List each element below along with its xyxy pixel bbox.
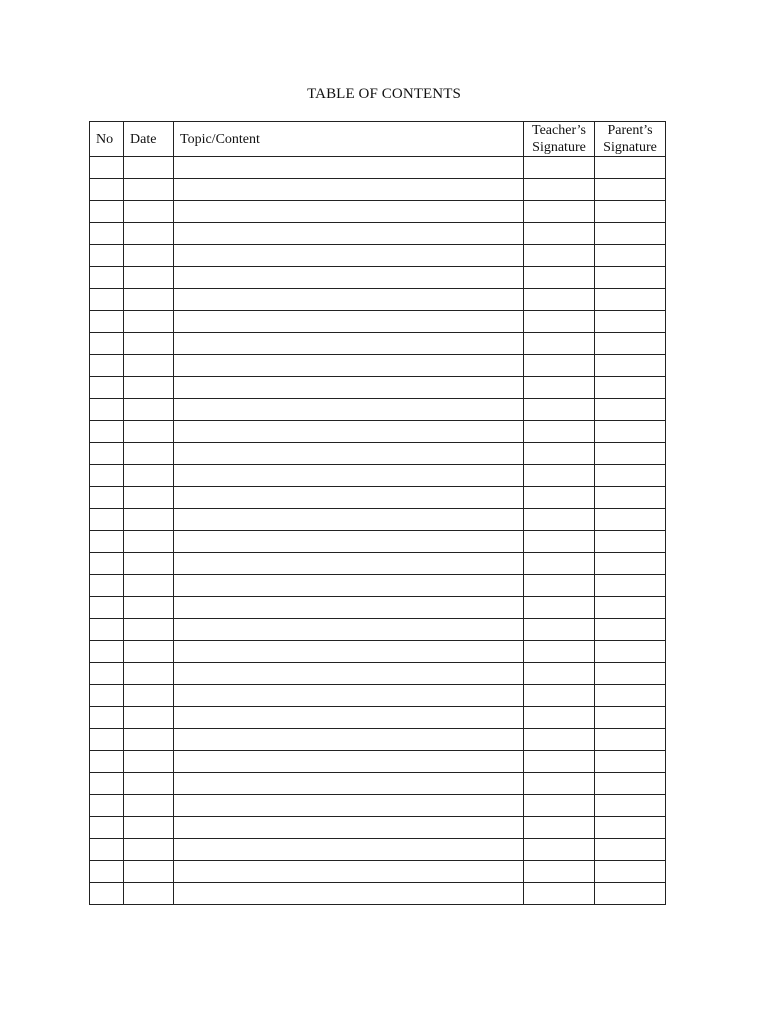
header-parent-signature bbox=[595, 122, 666, 157]
cell-date[interactable] bbox=[124, 575, 174, 597]
cell-teacher-signature[interactable] bbox=[524, 245, 595, 267]
cell-teacher-signature[interactable] bbox=[524, 685, 595, 707]
cell-no[interactable] bbox=[90, 641, 124, 663]
table-row bbox=[90, 795, 666, 817]
cell-teacher-signature[interactable] bbox=[524, 223, 595, 245]
cell-no[interactable] bbox=[90, 399, 124, 421]
cell-parent-signature[interactable] bbox=[595, 729, 666, 751]
cell-date[interactable] bbox=[124, 751, 174, 773]
cell-parent-signature[interactable] bbox=[595, 399, 666, 421]
cell-date[interactable] bbox=[124, 817, 174, 839]
cell-date[interactable] bbox=[124, 597, 174, 619]
cell-topic[interactable] bbox=[174, 531, 524, 553]
table-row bbox=[90, 289, 666, 311]
cell-no[interactable] bbox=[90, 179, 124, 201]
cell-teacher-signature[interactable] bbox=[524, 157, 595, 179]
table-body bbox=[90, 157, 666, 905]
table-row bbox=[90, 773, 666, 795]
cell-topic[interactable] bbox=[174, 817, 524, 839]
cell-date[interactable] bbox=[124, 619, 174, 641]
cell-topic[interactable] bbox=[174, 333, 524, 355]
cell-teacher-signature[interactable] bbox=[524, 883, 595, 905]
cell-date[interactable] bbox=[124, 201, 174, 223]
cell-date[interactable] bbox=[124, 641, 174, 663]
cell-parent-signature[interactable] bbox=[595, 685, 666, 707]
cell-date[interactable] bbox=[124, 861, 174, 883]
cell-no[interactable] bbox=[90, 839, 124, 861]
cell-parent-signature[interactable] bbox=[595, 509, 666, 531]
cell-date[interactable] bbox=[124, 553, 174, 575]
cell-teacher-signature[interactable] bbox=[524, 399, 595, 421]
cell-parent-signature[interactable] bbox=[595, 663, 666, 685]
cell-teacher-signature[interactable] bbox=[524, 575, 595, 597]
cell-topic[interactable] bbox=[174, 597, 524, 619]
cell-topic[interactable] bbox=[174, 465, 524, 487]
cell-no[interactable] bbox=[90, 443, 124, 465]
table-row bbox=[90, 355, 666, 377]
cell-topic[interactable] bbox=[174, 883, 524, 905]
cell-teacher-signature[interactable] bbox=[524, 641, 595, 663]
header-no: No bbox=[90, 122, 124, 157]
cell-date[interactable] bbox=[124, 839, 174, 861]
cell-topic[interactable] bbox=[174, 685, 524, 707]
cell-date[interactable] bbox=[124, 883, 174, 905]
table-row bbox=[90, 223, 666, 245]
cell-date[interactable] bbox=[124, 157, 174, 179]
cell-parent-signature[interactable] bbox=[595, 773, 666, 795]
cell-topic[interactable] bbox=[174, 399, 524, 421]
cell-date[interactable] bbox=[124, 355, 174, 377]
cell-teacher-signature[interactable] bbox=[524, 443, 595, 465]
cell-date[interactable] bbox=[124, 333, 174, 355]
cell-teacher-signature[interactable] bbox=[524, 487, 595, 509]
cell-topic[interactable] bbox=[174, 575, 524, 597]
cell-parent-signature[interactable] bbox=[595, 597, 666, 619]
cell-teacher-signature[interactable] bbox=[524, 773, 595, 795]
cell-topic[interactable] bbox=[174, 729, 524, 751]
table-row bbox=[90, 839, 666, 861]
cell-teacher-signature[interactable] bbox=[524, 707, 595, 729]
cell-no[interactable] bbox=[90, 509, 124, 531]
cell-teacher-signature[interactable] bbox=[524, 861, 595, 883]
table-row bbox=[90, 267, 666, 289]
table-row bbox=[90, 729, 666, 751]
cell-teacher-signature[interactable] bbox=[524, 509, 595, 531]
header-teacher-line1: Teacher’s bbox=[532, 123, 586, 138]
cell-parent-signature[interactable] bbox=[595, 267, 666, 289]
table-row bbox=[90, 399, 666, 421]
table-row bbox=[90, 465, 666, 487]
cell-topic[interactable] bbox=[174, 267, 524, 289]
table-row bbox=[90, 641, 666, 663]
cell-parent-signature[interactable] bbox=[595, 421, 666, 443]
table-row bbox=[90, 421, 666, 443]
cell-no[interactable] bbox=[90, 751, 124, 773]
cell-parent-signature[interactable] bbox=[595, 465, 666, 487]
cell-teacher-signature[interactable] bbox=[524, 267, 595, 289]
cell-no[interactable] bbox=[90, 619, 124, 641]
cell-no[interactable] bbox=[90, 377, 124, 399]
cell-topic[interactable] bbox=[174, 157, 524, 179]
table-row bbox=[90, 685, 666, 707]
table-row bbox=[90, 377, 666, 399]
header-parent-line2: Signature bbox=[603, 140, 657, 155]
cell-date[interactable] bbox=[124, 465, 174, 487]
cell-topic[interactable] bbox=[174, 443, 524, 465]
cell-date[interactable] bbox=[124, 663, 174, 685]
cell-parent-signature[interactable] bbox=[595, 157, 666, 179]
table-row bbox=[90, 861, 666, 883]
cell-parent-signature[interactable] bbox=[595, 531, 666, 553]
cell-parent-signature[interactable] bbox=[595, 553, 666, 575]
cell-parent-signature[interactable] bbox=[595, 707, 666, 729]
cell-no[interactable] bbox=[90, 487, 124, 509]
cell-teacher-signature[interactable] bbox=[524, 531, 595, 553]
cell-parent-signature[interactable] bbox=[595, 245, 666, 267]
cell-topic[interactable] bbox=[174, 223, 524, 245]
cell-topic[interactable] bbox=[174, 311, 524, 333]
header-parent-line1: Parent’s bbox=[607, 123, 653, 138]
table-row bbox=[90, 531, 666, 553]
cell-no[interactable] bbox=[90, 795, 124, 817]
header-teacher-line2: Signature bbox=[532, 140, 586, 155]
cell-date[interactable] bbox=[124, 421, 174, 443]
header-teacher-signature bbox=[524, 122, 595, 157]
header-topic: Topic/Content bbox=[174, 122, 524, 157]
page-title: TABLE OF CONTENTS bbox=[307, 86, 461, 102]
header-date: Date bbox=[124, 122, 174, 157]
cell-teacher-signature[interactable] bbox=[524, 817, 595, 839]
cell-date[interactable] bbox=[124, 443, 174, 465]
cell-topic[interactable] bbox=[174, 861, 524, 883]
table-row bbox=[90, 817, 666, 839]
table-row bbox=[90, 553, 666, 575]
cell-date[interactable] bbox=[124, 487, 174, 509]
table-row bbox=[90, 179, 666, 201]
cell-no[interactable] bbox=[90, 575, 124, 597]
cell-topic[interactable] bbox=[174, 641, 524, 663]
cell-parent-signature[interactable] bbox=[595, 575, 666, 597]
cell-date[interactable] bbox=[124, 509, 174, 531]
cell-date[interactable] bbox=[124, 795, 174, 817]
cell-no[interactable] bbox=[90, 861, 124, 883]
cell-parent-signature[interactable] bbox=[595, 861, 666, 883]
cell-teacher-signature[interactable] bbox=[524, 729, 595, 751]
cell-parent-signature[interactable] bbox=[595, 641, 666, 663]
cell-date[interactable] bbox=[124, 729, 174, 751]
cell-no[interactable] bbox=[90, 289, 124, 311]
header-row bbox=[90, 122, 666, 157]
cell-parent-signature[interactable] bbox=[595, 751, 666, 773]
table-of-contents bbox=[89, 121, 666, 905]
cell-teacher-signature[interactable] bbox=[524, 333, 595, 355]
cell-topic[interactable] bbox=[174, 619, 524, 641]
cell-no[interactable] bbox=[90, 553, 124, 575]
cell-teacher-signature[interactable] bbox=[524, 289, 595, 311]
cell-topic[interactable] bbox=[174, 201, 524, 223]
cell-teacher-signature[interactable] bbox=[524, 201, 595, 223]
cell-date[interactable] bbox=[124, 179, 174, 201]
cell-topic[interactable] bbox=[174, 421, 524, 443]
cell-no[interactable] bbox=[90, 421, 124, 443]
cell-no[interactable] bbox=[90, 663, 124, 685]
table-row bbox=[90, 157, 666, 179]
cell-date[interactable] bbox=[124, 399, 174, 421]
table-row bbox=[90, 443, 666, 465]
cell-parent-signature[interactable] bbox=[595, 179, 666, 201]
table-row bbox=[90, 619, 666, 641]
cell-topic[interactable] bbox=[174, 487, 524, 509]
cell-no[interactable] bbox=[90, 311, 124, 333]
cell-topic[interactable] bbox=[174, 509, 524, 531]
cell-no[interactable] bbox=[90, 157, 124, 179]
cell-topic[interactable] bbox=[174, 663, 524, 685]
cell-parent-signature[interactable] bbox=[595, 333, 666, 355]
cell-parent-signature[interactable] bbox=[595, 377, 666, 399]
cell-parent-signature[interactable] bbox=[595, 883, 666, 905]
cell-parent-signature[interactable] bbox=[595, 487, 666, 509]
cell-teacher-signature[interactable] bbox=[524, 839, 595, 861]
cell-no[interactable] bbox=[90, 883, 124, 905]
cell-date[interactable] bbox=[124, 377, 174, 399]
cell-topic[interactable] bbox=[174, 553, 524, 575]
cell-date[interactable] bbox=[124, 289, 174, 311]
cell-topic[interactable] bbox=[174, 179, 524, 201]
cell-date[interactable] bbox=[124, 223, 174, 245]
cell-parent-signature[interactable] bbox=[595, 201, 666, 223]
cell-teacher-signature[interactable] bbox=[524, 465, 595, 487]
cell-date[interactable] bbox=[124, 707, 174, 729]
cell-no[interactable] bbox=[90, 597, 124, 619]
cell-parent-signature[interactable] bbox=[595, 289, 666, 311]
cell-date[interactable] bbox=[124, 685, 174, 707]
cell-no[interactable] bbox=[90, 685, 124, 707]
cell-teacher-signature[interactable] bbox=[524, 421, 595, 443]
cell-no[interactable] bbox=[90, 465, 124, 487]
cell-topic[interactable] bbox=[174, 795, 524, 817]
cell-topic[interactable] bbox=[174, 773, 524, 795]
table-row bbox=[90, 509, 666, 531]
table-row bbox=[90, 597, 666, 619]
cell-topic[interactable] bbox=[174, 839, 524, 861]
cell-no[interactable] bbox=[90, 245, 124, 267]
cell-date[interactable] bbox=[124, 773, 174, 795]
cell-no[interactable] bbox=[90, 223, 124, 245]
cell-teacher-signature[interactable] bbox=[524, 663, 595, 685]
table-row bbox=[90, 245, 666, 267]
cell-no[interactable] bbox=[90, 201, 124, 223]
cell-parent-signature[interactable] bbox=[595, 619, 666, 641]
cell-parent-signature[interactable] bbox=[595, 817, 666, 839]
cell-topic[interactable] bbox=[174, 289, 524, 311]
table-row bbox=[90, 333, 666, 355]
table-header bbox=[90, 122, 666, 157]
cell-teacher-signature[interactable] bbox=[524, 311, 595, 333]
cell-teacher-signature[interactable] bbox=[524, 619, 595, 641]
cell-teacher-signature[interactable] bbox=[524, 179, 595, 201]
cell-teacher-signature[interactable] bbox=[524, 751, 595, 773]
table-row bbox=[90, 311, 666, 333]
cell-parent-signature[interactable] bbox=[595, 795, 666, 817]
cell-teacher-signature[interactable] bbox=[524, 377, 595, 399]
table-row bbox=[90, 751, 666, 773]
cell-parent-signature[interactable] bbox=[595, 223, 666, 245]
cell-no[interactable] bbox=[90, 333, 124, 355]
table-row bbox=[90, 883, 666, 905]
cell-no[interactable] bbox=[90, 355, 124, 377]
cell-topic[interactable] bbox=[174, 707, 524, 729]
cell-parent-signature[interactable] bbox=[595, 311, 666, 333]
table-row bbox=[90, 575, 666, 597]
cell-topic[interactable] bbox=[174, 751, 524, 773]
cell-topic[interactable] bbox=[174, 355, 524, 377]
cell-date[interactable] bbox=[124, 245, 174, 267]
cell-no[interactable] bbox=[90, 817, 124, 839]
cell-topic[interactable] bbox=[174, 245, 524, 267]
cell-topic[interactable] bbox=[174, 377, 524, 399]
cell-date[interactable] bbox=[124, 531, 174, 553]
cell-teacher-signature[interactable] bbox=[524, 355, 595, 377]
cell-teacher-signature[interactable] bbox=[524, 597, 595, 619]
cell-parent-signature[interactable] bbox=[595, 443, 666, 465]
cell-no[interactable] bbox=[90, 729, 124, 751]
cell-teacher-signature[interactable] bbox=[524, 795, 595, 817]
cell-date[interactable] bbox=[124, 311, 174, 333]
cell-parent-signature[interactable] bbox=[595, 355, 666, 377]
table-row bbox=[90, 487, 666, 509]
cell-teacher-signature[interactable] bbox=[524, 553, 595, 575]
cell-no[interactable] bbox=[90, 531, 124, 553]
cell-date[interactable] bbox=[124, 267, 174, 289]
cell-no[interactable] bbox=[90, 773, 124, 795]
cell-no[interactable] bbox=[90, 707, 124, 729]
cell-no[interactable] bbox=[90, 267, 124, 289]
table-row bbox=[90, 201, 666, 223]
table-row bbox=[90, 663, 666, 685]
cell-parent-signature[interactable] bbox=[595, 839, 666, 861]
table-row bbox=[90, 707, 666, 729]
